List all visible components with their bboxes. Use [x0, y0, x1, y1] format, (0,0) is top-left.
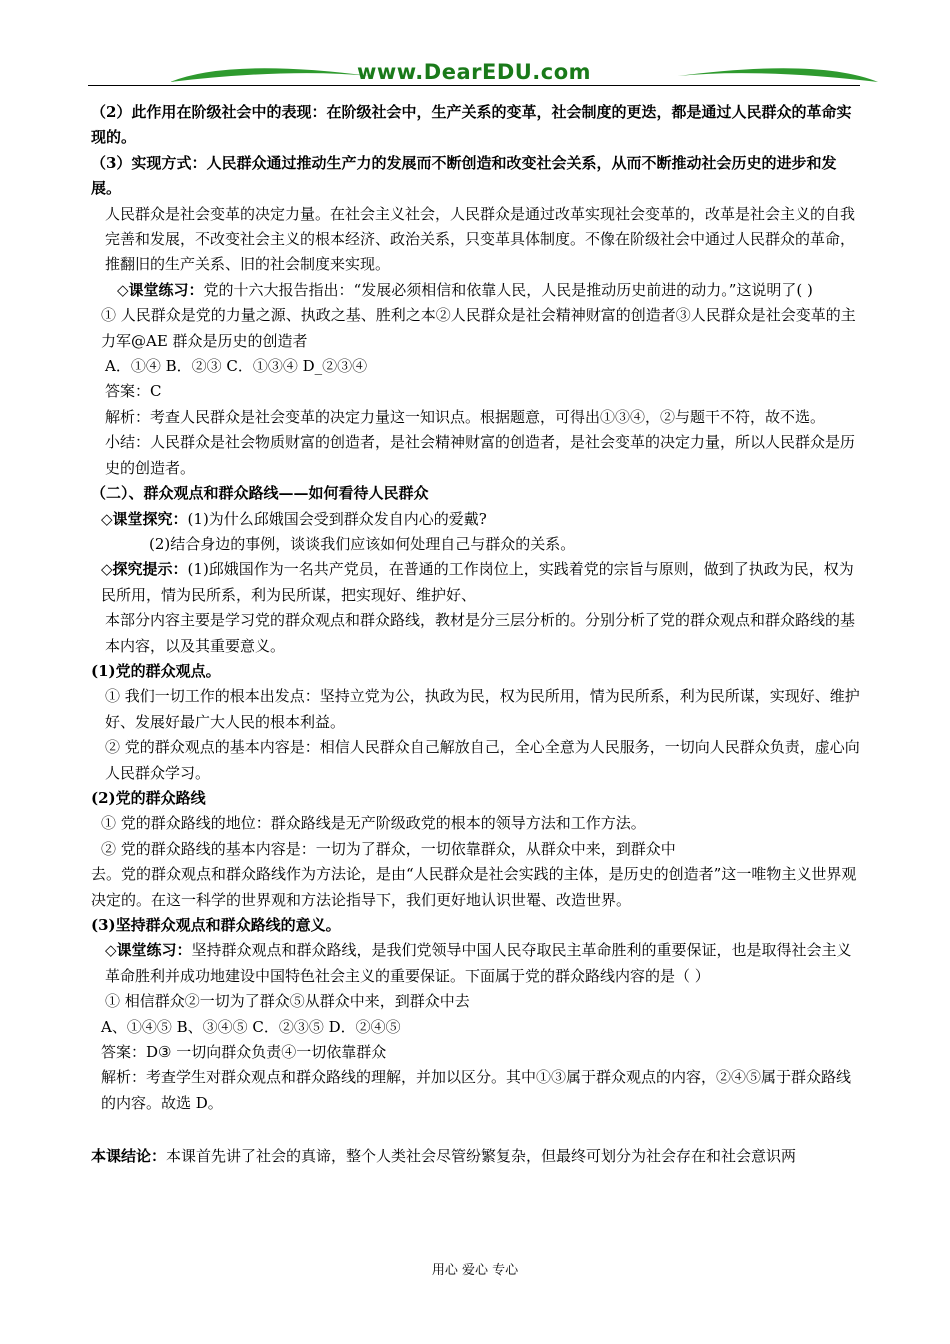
- point-3-bold: （3）实现方式：人民群众通过推动生产力的发展而不断创造和改变社会关系，从而不断推动社会历史的进步和发展。: [91, 153, 837, 198]
- point-2-bold: （2）此作用在阶级社会中的表现：在阶级社会中，生产关系的变革，社会制度的更迭，都是通过人民群众的革命实现的。: [91, 103, 852, 147]
- heading-mass-line: (2)党的群众路线: [91, 788, 206, 807]
- spacer: [91, 1116, 863, 1144]
- document-body: [91, 100, 863, 1170]
- inquiry: [91, 507, 863, 532]
- exercise-2-statements: ① 相信群众②一切为了群众⑤从群众中来，到群众中去: [105, 992, 470, 1011]
- heading-mass-viewpoint: (1)党的群众观点。: [91, 661, 221, 680]
- exercise-2-label: ◇课堂练习：: [105, 941, 192, 960]
- inquiry-hint: [91, 557, 863, 608]
- exercise-1-options: A．①④ B．②③ C．①③④ D_②③④: [105, 357, 368, 376]
- conclusion-label: 本课结论：: [91, 1147, 167, 1166]
- header-rule: [88, 85, 860, 86]
- exercise-1-answer: 答案：C: [105, 382, 162, 401]
- inquiry-hint-label: ◇探究提示：: [101, 560, 188, 579]
- site-logo[interactable]: www.DearEDU.com: [356, 60, 592, 84]
- exercise-2: [91, 938, 863, 989]
- section-2-heading: （二）、群众观点和群众路线——如何看待人民群众: [91, 484, 429, 503]
- conclusion: [91, 1144, 863, 1169]
- viewpoint-point-2: ② 党的群众观点的基本内容是：相信人民群众自己解放自己，全心全意为人民服务，一切向人民群众负责，虚心向人民群众学习。: [105, 738, 860, 782]
- exercise-1: [91, 278, 863, 303]
- exercise-1-text: 党的十六大报告指出：“发展必须相信和依靠人民，人民是推动历史前进的动力。”这说明了( ): [203, 280, 813, 299]
- exercise-1-label: ◇课堂练习：: [117, 280, 204, 299]
- conclusion-text: 本课首先讲了社会的真谛，整个人类社会尽管纷繁复杂，但最终可划分为社会存在和社会意识两: [166, 1147, 797, 1166]
- section-intro: 本部分内容主要是学习党的群众观点和群众路线，教材是分三层分析的。分别分析了党的群众观点和群众路线的基本内容，以及其重要意义。: [105, 611, 856, 655]
- exercise-2-text: 坚持群众观点和群众路线，是我们党领导中国人民夺取民主革命胜利的重要保证，也是取得社会主义革命胜利并成功地建设中国特色社会主义的重要保证。下面属于党的群众路线内容的是（ ）: [105, 941, 852, 985]
- inquiry-q2: (2)结合身边的事例，谈谈我们应该如何处理自己与群众的关系。: [149, 534, 576, 553]
- paragraph-social-change: 人民群众是社会变革的决定力量。在社会主义社会，人民群众是通过改革实现社会变革的，改革是社会主义的自我完善和发展，不改变社会主义的根本经济、政治关系，只变革具体制度。不像在阶级社会中通过人民群众的革命，推翻旧的生产关系、旧的社会制度来实现。: [105, 204, 856, 274]
- viewpoint-point-1: ① 我们一切工作的根本出发点：坚持立党为公，执政为民，权为民所用，情为民所系，利为民所谋，实现好、维护好、发展好最广大人民的根本利益。: [105, 687, 860, 731]
- inquiry-label: ◇课堂探究：: [101, 509, 188, 528]
- mass-line-point-1: ① 党的群众路线的地位：群众路线是无产阶级政党的根本的领导方法和工作方法。: [101, 814, 646, 833]
- exercise-2-analysis: 解析：考查学生对群众观点和群众路线的理解，并加以区分。其中①③属于群众观点的内容，②④⑤属于群众路线的内容。故选 D。: [101, 1068, 852, 1112]
- mass-line-continuation: 去。党的群众观点和群众路线作为方法论，是由“人民群众是社会实践的主体，是历史的创造者”这一唯物主义世界观决定的。在这一科学的世界观和方法论指导下，我们更好地认识世罨、改造世界。: [91, 865, 857, 909]
- page-header: [88, 58, 860, 92]
- inquiry-hint-text: (1)邱娥国作为一名共产党员，在普通的工作岗位上，实践着党的宗旨与原则，做到了执政为民，权为民所用，情为民所系，利为民所谋，把实现好、维护好、: [101, 560, 854, 604]
- mass-line-point-2: ② 党的群众路线的基本内容是：一切为了群众，一切依靠群众，从群众中来，到群众中: [101, 839, 676, 858]
- exercise-2-answer: 答案：D③ 一切向群众负责④一切依靠群众: [101, 1043, 387, 1062]
- exercise-1-analysis: 解析：考查人民群众是社会变革的决定力量这一知识点。根据题意，可得出①③④，②与题干不符，故不选。: [105, 407, 826, 426]
- exercise-2-options: A、①④⑤ B、③④⑤ C．②③⑤ D．②④⑤: [101, 1017, 401, 1036]
- exercise-1-statements: ① 人民群众是党的力量之源、执政之基、胜利之本②人民群众是社会精神财富的创造者③人民群众是社会变革的主力军@AE 群众是历史的创造者: [101, 306, 856, 350]
- inquiry-q1: (1)为什么邱娥国会受到群众发自内心的爱戴?: [187, 509, 487, 528]
- page-footer: 用心 爱心 专心: [431, 1263, 519, 1278]
- heading-significance: (3)坚持群众观点和群众路线的意义。: [91, 916, 341, 934]
- summary: 小结：人民群众是社会物质财富的创造者，是社会精神财富的创造者，是社会变革的决定力量，所以人民群众是历史的创造者。: [105, 433, 856, 477]
